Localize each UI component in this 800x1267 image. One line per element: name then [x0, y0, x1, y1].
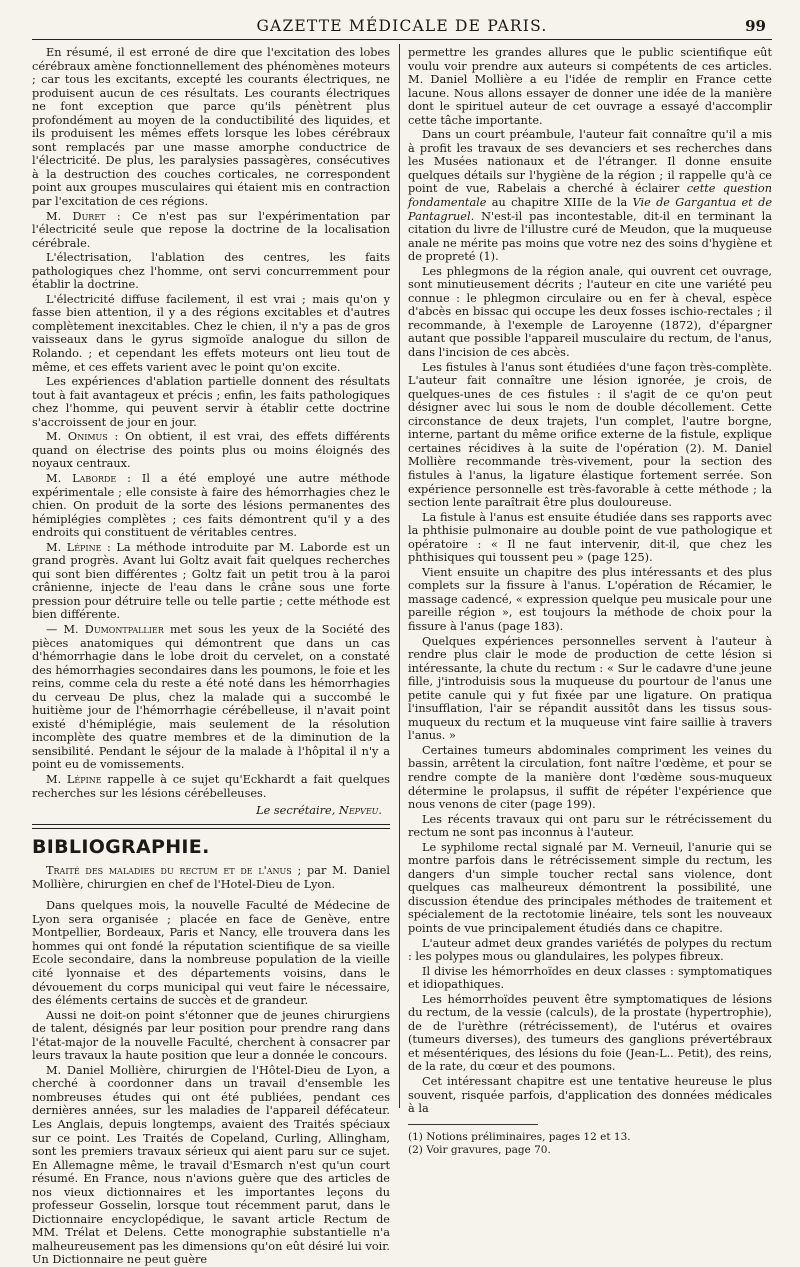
paragraph: Il divise les hémorrhoïdes en deux classes : symptomatiques et idiopathiques.: [408, 964, 772, 992]
paragraph: Cet intéressant chapitre est une tentative heureuse le plus souvent, risquée parfois, d'application des données médicales à la: [408, 1075, 772, 1116]
paragraph: Quelques expériences personnelles servent à l'auteur à rendre plus clair le mode de production de cette lésion si intéressante, la chute du rectum : « Sur le cadavre d'une jeune fille, j'introduisis sous la muqueuse du pourtour de l'anus une petite canule qui y fut fixée par une ligature. On pratiqua l'insufflation, l'air se répandit aussitôt dans les tissus sous-muqueux du rectum et la muqueuse vint faire saillie à travers l'anus. »: [408, 634, 772, 743]
paragraph: L'auteur admet deux grandes variétés de polypes du rectum : les polypes mous ou glandulaires, les polypes fibreux.: [408, 936, 772, 964]
section-rule: [32, 824, 390, 825]
paragraph: Dans un court préambule, l'auteur fait connaître qu'il a mis à profit les travaux de ses devanciers et ses recherches dans les Musées nationaux et de l'étranger. Il donne ensuite quelques détails sur l'hygiène de la région ; il rappelle qu'à ce point de vue, Rabelais a cherché à éclairer cette question fondamentale au chapitre XIIIe de la Vie de Gargantua et de Pantagruel. N'est-il pas incontestable, dit-il en terminant la citation du livre de l'illustre curé de Meudon, que la muqueuse anale ne mérite pas moins que votre nez des soins d'hygiène et de propreté (1).: [408, 128, 773, 264]
page-header: [32, 14, 772, 40]
paragraph: L'électricité diffuse facilement, il est vrai ; mais qu'on y fasse bien attention, il y a des régions excitables et d'autres complètement inexcitables. Chez le chien, il n'y a pas de gros vaisseaux dans le gyrus sigmoïde analogue du sillon de Rolando. ; et cependant les effets moteurs ont lieu tout de même, et ces effets varient avec le point qu'on excite.: [32, 292, 390, 374]
footnotes: [408, 1124, 631, 1157]
paragraph: En résumé, il est erroné de dire que l'excitation des lobes cérébraux amène fonctionnellement des phénomènes moteurs ; car tous les excitants, excepté les courants électriques, ne produisent aucun de ces résultats. Les courants électriques ne font exception que parce qu'ils pénètrent plus profondément au moyen de la conductibilité des liquides, et ils produisent les mêmes effets lorsque les lobes cérébraux sont remplacés par une masse amorphe conductrice de l'électricité. De plus, les paralysies passagères, consécutives à la destruction des couches corticales, ne correspondent point aux groupes musculaires qui étaient mis en contraction par l'excitation de ces régions.: [32, 46, 390, 209]
paragraph: Les expériences d'ablation partielle donnent des résultats tout à fait avantageux et précis ; enfin, les faits pathologiques chez l'homme, qui peuvent servir à établir cette doctrine s'accroissent de jour en jour.: [32, 375, 390, 429]
paragraph: Aussi ne doit-on point s'étonner que de jeunes chirurgiens de talent, désignés par leur position pour prendre rang dans l'état-major de la nouvelle Faculté, cherchent à consacrer par leurs travaux la haute position que leur a donnée le concours.: [32, 1008, 390, 1063]
paragraph: Les récents travaux qui ont paru sur le rétrécissement du rectum ne sont pas inconnus à l'auteur.: [408, 812, 772, 840]
book-citation: Traité des maladies du rectum et de l'anus ; par M. Daniel Mollière, chirurgien en chef de l'Hotel-Dieu de Lyon.: [32, 864, 390, 891]
paragraph: L'électrisation, l'ablation des centres, les faits pathologiques chez l'homme, ont servi concurremment pour établir la doctrine.: [32, 251, 390, 292]
paragraph: Les phlegmons de la région anale, qui ouvrent cet ouvrage, sont minutieusement décrits ; l'auteur en cite une variété peu connue : le phlegmon circulaire ou en fer à cheval, espèce d'abcès en bissac qui occupe les deux fosses ischio-rectales ; il recommande, à l'exemple de Laroyenne (1872), d'épargner autant que possible l'appareil musculaire du rectum, de l'anus, dans l'incision de ces abcès.: [408, 264, 772, 360]
paragraph: Vient ensuite un chapitre des plus intéressants et des plus complets sur la fissure à l'anus. L'opération de Récamier, le massage cadencé, « expression quelque peu musicale pour une pareille région », est toujours la méthode de choix pour la fissure à l'anus (page 183).: [408, 565, 772, 633]
speaker-name: M. Duret: [46, 209, 106, 223]
speaker-name: M. Lépine: [46, 540, 102, 554]
speaker-name: M. Onimus: [46, 430, 108, 444]
paragraph: — M. Dumontpallier met sous les yeux de la Société des pièces anatomiques qui démontrent que dans un cas d'hémorrhagie dans le lobe droit du cervelet, on a constaté des hémorrhagies secondaires dans les poumons, le foie et les reins, comme cela du reste a été noté dans les hémorrhagies du cerveau De plus, chez la malade qui a succombé le huitième jour de l'hémorrhagie cérébelleuse, il n'avait point existé d'hémiplégie, mais seulement de la résolution incomplète des quatre membres et de la diminution de la sensibilité. Pendant le séjour de la malade à l'hôpital il n'y a point eu de vomissements.: [32, 622, 390, 772]
left-column: [32, 46, 390, 1267]
paragraph: Le syphilome rectal signalé par M. Verneuil, l'anurie qui se montre parfois dans le rétrécissement simple du rectum, les dangers d'un simple toucher rectal sans violence, dont quelques cas malheureux démontrent la possibilité, une discussion étendue des principales méthodes de traitement et spécialement de la rectotomie linéaire, tels sont les nouveaux points de vue principalement étudiés dans ce chapitre.: [408, 840, 772, 935]
paragraph: La fistule à l'anus est ensuite étudiée dans ses rapports avec la phthisie pulmonaire au double point de vue pathologique et opératoire : « Il ne faut intervenir, dit-il, que chez les phthisiques qui toussent peu » (page 125).: [408, 510, 772, 565]
speaker-name: M. Laborde: [46, 471, 117, 485]
right-column: [408, 46, 773, 1156]
paragraph: M. Daniel Mollière, chirurgien de l'Hôtel-Dieu de Lyon, a cherché à coordonner dans un travail d'ensemble les nombreuses études qui ont été publiées, pendant ces dernières années, sur les maladies de l'appareil défécateur. Les Anglais, depuis longtemps, avaient des Traités spéciaux sur ce point. Les Traités de Copeland, Curling, Allingham, sont les premiers travaux sérieux qui aient paru sur ce sujet. En Allemagne même, le travail d'Esmarch n'est qu'un court résumé. En France, nous n'avions guère que des articles de nos vieux dictionnaires et les importantes leçons du professeur Gosselin, lorsque tout récemment parut, dans le Dictionnaire encyclopédique, le savant article Rectum de MM. Trélat et Delens. Cette monographie substantielle n'a malheureusement pas les dimensions qu'on eût désiré lui voir. Un Dictionnaire ne peut guère: [32, 1063, 390, 1267]
paragraph: M. Onimus : On obtient, il est vrai, des effets différents quand on électrise des points plus ou moins éloignés des noyaux centraux.: [32, 430, 390, 471]
section-rule: [32, 828, 390, 829]
footnote: (1) Notions préliminaires, pages 12 et 13.: [408, 1130, 631, 1143]
paragraph: M. Lépine : La méthode introduite par M. Laborde est un grand progrès. Avant lui Goltz avait fait quelques recherches qui sont bien différentes ; Goltz fait un petit trou à la paroi crânienne, injecte de l'eau dans le crâne sous une forte pression pour détruire telle ou telle partie ; cette méthode est bien différente.: [32, 540, 390, 622]
section-heading: BIBLIOGRAPHIE.: [32, 835, 210, 858]
paragraph: M. Laborde : Il a été employé une autre méthode expérimentale ; elle consiste à faire des hémorrhagies chez le chien. On produit de la sorte des lésions permanentes des hémiplégies complètes ; ces faits démontrent qu'il y a des endroits qui constituent de véritables centres.: [32, 471, 390, 540]
paragraph: Certaines tumeurs abdominales compriment les veines du bassin, arrêtent la circulation, font naître l'œdème, et pour se rendre compte de la manière dont l'œdème sous-muqueux détermine le prolapsus, il suffit de répéter l'expérience que nous venons de citer (page 199).: [408, 743, 772, 812]
paragraph: M. Lépine rappelle à ce sujet qu'Eckhardt a fait quelques recherches sur les lésions cérébelleuses.: [32, 772, 390, 800]
footnote: (2) Voir gravures, page 70.: [408, 1143, 551, 1156]
paragraph: Les hémorrhoïdes peuvent être symptomatiques de lésions du rectum, de la vessie (calculs), de la prostate (hypertrophie), de de l'urèthre (rétrécissement), de l'utérus et ovaires (tumeurs diverses), des tumeurs des ganglions prévertébraux et mésentériques, des lésions du foie (Jean-L.. Petit), des reins, de la rate, du cœur et des poumons.: [408, 992, 772, 1074]
paragraph: Dans quelques mois, la nouvelle Faculté de Médecine de Lyon sera organisée ; placée en face de Genève, entre Montpellier, Bordeaux, Paris et Nancy, elle trouvera dans les hommes qui ont fondé la réputation scientifique de sa vieille Ecole secondaire, dans la nombreuse population de la vieille cité lyonnaise et des départements voisins, dans le dévouement du corps municipal qui veut faire le nécessaire, des éléments certains de succès et de grandeur.: [32, 899, 390, 1008]
page-number: 99: [745, 17, 766, 35]
newspaper-title: GAZETTE MÉDICALE DE PARIS.: [256, 17, 548, 35]
speaker-name: M. Lépine: [46, 772, 102, 786]
book-title: Traité des maladies du rectum et de l'anus: [46, 864, 292, 878]
speaker-name: — M. Dumontpallier: [46, 622, 164, 636]
signature: Le secrétaire, Nepveu.: [256, 804, 382, 818]
paragraph: permettre les grandes allures que le public scientifique eût voulu voir prendre aux auteurs si compétents de ces articles. M. Daniel Mollière a eu l'idée de remplir en France cette lacune. Nous allons essayer de donner une idée de la manière dont le spirituel auteur de cet ouvrage a essayé d'accomplir cette tâche importante.: [408, 46, 772, 127]
column-divider: [399, 44, 400, 1108]
paragraph: M. Duret : Ce n'est pas sur l'expérimentation par l'électricité seule que repose la doctrine de la localisation cérébrale.: [32, 209, 390, 250]
paragraph: Les fistules à l'anus sont étudiées d'une façon très-complète. L'auteur fait connaître une lésion ignorée, je crois, de quelques-unes de ces fistules : il s'agit de ce qu'on peut désigner avec lui sous le nom de double décollement. Cette circonstance de deux trajets, l'un complet, l'autre borgne, interne, partant du même orifice externe de la fistule, explique certaines récidives à la suite de l'opération (2). M. Daniel Mollière recommande très-vivement, pour la section des fistules à l'anus, la ligature élastique fortement serrée. Son expérience personnelle est très-favorable à cette méthode ; la section lente paraîtrait être plus douloureuse.: [408, 360, 772, 510]
